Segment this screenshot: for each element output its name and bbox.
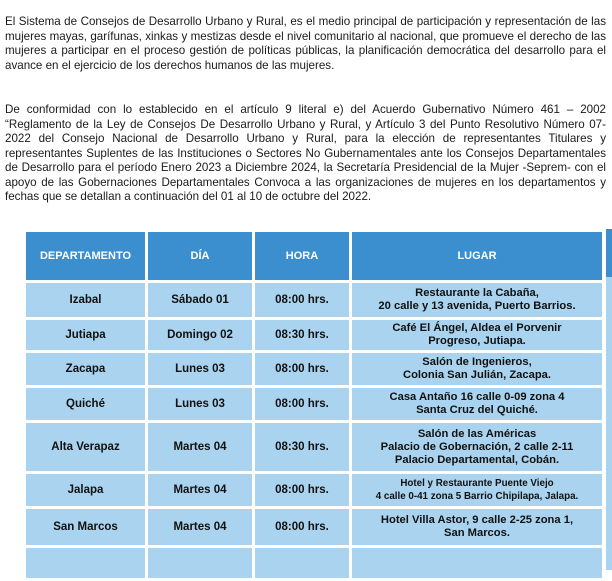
cell-dia: Sábado 01 — [148, 283, 252, 317]
table-row — [26, 388, 602, 420]
lugar-line: Progreso, Jutiapa. — [428, 335, 526, 347]
lugar-line: Restaurante la Cabaña, — [415, 287, 539, 299]
lugar-line: Café El Ángel, Aldea el Porvenir — [392, 322, 562, 334]
cell-empty — [148, 548, 252, 578]
cell-dia: Martes 04 — [148, 474, 252, 506]
lugar-line: 20 calle y 13 avenida, Puerto Barrios. — [378, 300, 576, 312]
schedule-table — [23, 229, 605, 581]
intro-paragraph-2: De conformidad con lo establecido en el artículo 9 literal e) del Acuerdo Gubernativo Número 461 – 2002 “Reglamento de la Ley de Consejos De Desarrollo Urbano y Rural, y Artículo 3 del Punto Resolutivo Número 07-2022 del Consejo Nacional de Desarrollo Urbano y Rural, para la elección de representantes Titulares y representantes Suplentes de las Instituciones o Sectores No Gubernamentales ante los Consejos Departamentales de Desarrollo para el período Enero 2023 a Diciembre 2024, la Secretaría Presidencial de la Mujer -Seprem- con el apoyo de las Gobernaciones Departamentales Convoca a las organizaciones de mujeres en los departamentos y fechas que se detallan a continuación del 01 al 10 de octubre del 2022. — [5, 103, 606, 203]
cell-hora: 08:00 hrs. — [255, 388, 349, 420]
table-row — [26, 509, 602, 545]
cell-lugar — [352, 283, 602, 317]
table-header-row — [26, 232, 602, 280]
lugar-line: Palacio de Gobernación, 2 calle 2-11 — [380, 440, 574, 453]
cell-dia: Martes 04 — [148, 509, 252, 545]
cell-lugar — [352, 388, 602, 420]
header-hora: HORA — [255, 232, 349, 280]
lugar-line: Salón de las Américas — [417, 427, 537, 440]
cell-departamento: Jalapa — [26, 474, 145, 506]
lugar-line: Colonia San Julián, Zacapa. — [403, 369, 551, 381]
lugar-line: 4 calle 0-41 zona 5 Barrio Chipilapa, Jalapa. — [375, 491, 579, 502]
table-row — [26, 474, 602, 506]
table-row — [26, 353, 602, 385]
cell-lugar — [352, 474, 602, 506]
cell-hora: 08:30 hrs. — [255, 320, 349, 350]
cell-hora: 08:00 hrs. — [255, 283, 349, 317]
cell-lugar — [352, 353, 602, 385]
cell-lugar — [352, 509, 602, 545]
intro-paragraph-1: El Sistema de Consejos de Desarrollo Urbano y Rural, es el medio principal de participación y representación de las mujeres mayas, garífunas, xinkas y mestizas desde el nivel comunitario al nacional, que promueve el derecho de las mujeres a participar en el proceso gestión de políticas públicas, la planificación democrática del desarrollo para el avance en el ejercicio de los derechos humanos de las mujeres. — [5, 15, 606, 72]
cell-empty — [26, 548, 145, 578]
lugar-line: Hotel y Restaurante Puente Viejo — [400, 478, 554, 489]
lugar-line: Salón de Ingenieros, — [422, 356, 532, 368]
table-row-partial — [26, 548, 602, 578]
cell-hora: 08:00 hrs. — [255, 353, 349, 385]
cell-departamento: Zacapa — [26, 353, 145, 385]
table-right-edge-header — [606, 229, 612, 277]
cell-lugar — [352, 423, 602, 471]
cell-hora: 08:00 hrs. — [255, 474, 349, 506]
table-right-edge — [606, 229, 612, 570]
lugar-line: San Marcos. — [444, 527, 510, 539]
cell-departamento: Alta Verapaz — [26, 423, 145, 471]
cell-departamento: Izabal — [26, 283, 145, 317]
table-row — [26, 283, 602, 317]
header-lugar: LUGAR — [352, 232, 602, 280]
cell-departamento: Quiché — [26, 388, 145, 420]
lugar-line: Palacio Departamental, Cobán. — [394, 453, 560, 466]
cell-dia: Martes 04 — [148, 423, 252, 471]
cell-departamento: San Marcos — [26, 509, 145, 545]
table-row — [26, 423, 602, 471]
cell-hora: 08:30 hrs. — [255, 423, 349, 471]
cell-departamento: Jutiapa — [26, 320, 145, 350]
cell-dia: Lunes 03 — [148, 388, 252, 420]
header-departamento: DEPARTAMENTO — [26, 232, 145, 280]
lugar-line: Hotel Villa Astor, 9 calle 2-25 zona 1, — [380, 514, 574, 526]
cell-empty — [255, 548, 349, 578]
lugar-line: Casa Antaño 16 calle 0-09 zona 4 — [389, 391, 565, 403]
cell-hora: 08:00 hrs. — [255, 509, 349, 545]
table-row — [26, 320, 602, 350]
cell-dia: Domingo 02 — [148, 320, 252, 350]
header-dia: DÍA — [148, 232, 252, 280]
cell-lugar — [352, 320, 602, 350]
lugar-line: Santa Cruz del Quiché. — [416, 404, 538, 416]
cell-empty — [352, 548, 602, 578]
cell-dia: Lunes 03 — [148, 353, 252, 385]
